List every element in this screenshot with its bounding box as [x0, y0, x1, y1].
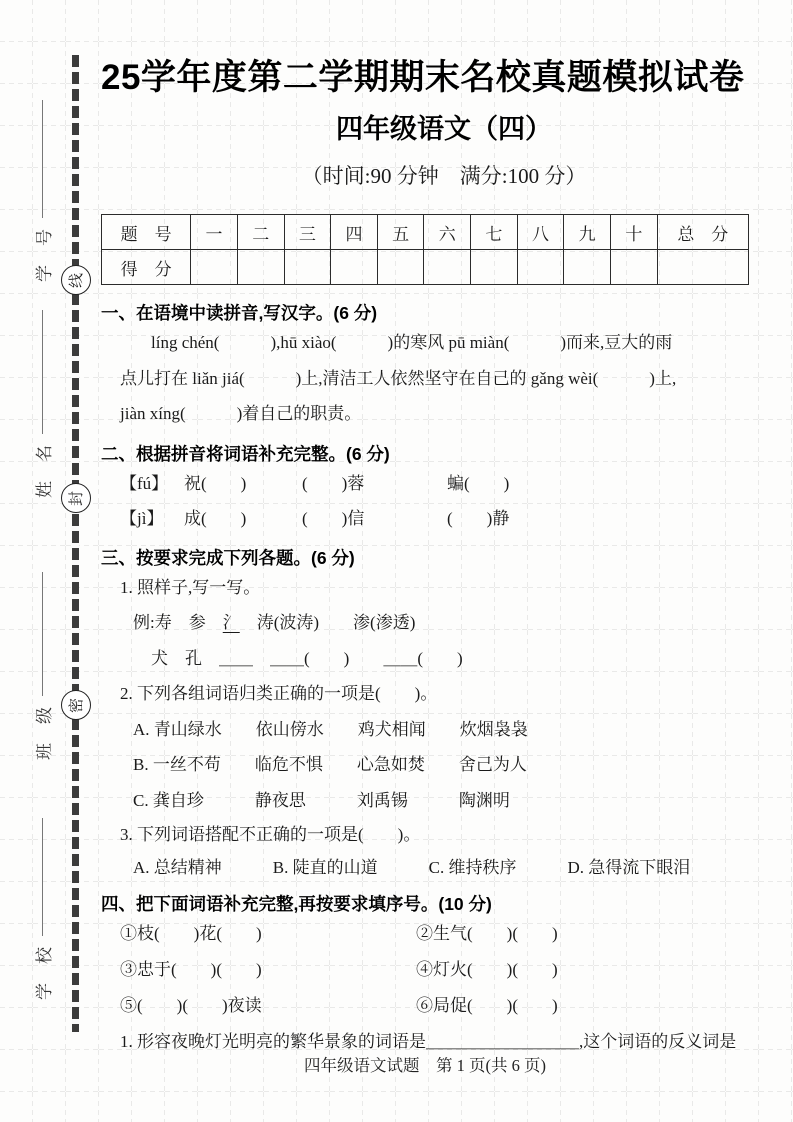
score-header-4: 四 [331, 215, 378, 250]
section-3-q1-label: 1. 照样子,写一写。 [120, 577, 261, 597]
score-header-8: 八 [517, 215, 564, 250]
score-cell [517, 250, 564, 285]
field-student-id-label: 学 号 [34, 228, 54, 282]
pinyin-key-fu: 【fú】 [120, 473, 169, 493]
score-table-score-row [102, 250, 749, 285]
ji-item-1: 成( ) [184, 509, 247, 528]
field-school-blank [42, 818, 43, 936]
field-class-label: 班 级 [34, 706, 54, 760]
fu-item-1: 祝( ) [184, 473, 247, 493]
score-header-total: 总 分 [657, 215, 748, 250]
exam-subtitle: 四年级语文（四） [336, 114, 552, 144]
seal-stamp-feng [61, 483, 91, 513]
score-cell-total [657, 250, 748, 285]
section-2-row-fu [101, 466, 787, 502]
field-school-label: 学 校 [34, 946, 54, 1000]
section-3-heading: 三、按要求完成下列各题。(6 分) [101, 547, 355, 568]
field-student-id [30, 88, 54, 282]
section-4-row-2 [101, 952, 787, 988]
score-cell [611, 250, 658, 285]
score-cell [564, 250, 611, 285]
score-cell [424, 250, 471, 285]
idiom-blank-3: ③忠于( )( ) [120, 960, 262, 979]
score-header-6: 六 [424, 215, 471, 250]
score-header-3: 三 [284, 215, 331, 250]
exam-time-score-info: （时间:90 分钟 满分:100 分） [301, 164, 587, 188]
seal-stamp-xian-char: 线 [69, 272, 86, 288]
section-3-q1-example [101, 605, 787, 641]
field-student-id-blank [42, 100, 43, 218]
idiom-blank-6: ⑥局促( )( ) [416, 996, 558, 1015]
section-4-q1-line: 1. 形容夜晚灯光明亮的繁华景象的词语是＿＿＿＿＿＿＿＿＿,这个词语的反义词是 [120, 1032, 737, 1051]
score-label-cell: 得 分 [102, 250, 191, 285]
seal-stamp-mi-char: 密 [69, 697, 86, 713]
seal-stamp-mi [61, 690, 91, 720]
fu-item-2: ( )蓉 [302, 473, 365, 493]
score-cell [377, 250, 424, 285]
example-radical: 氵 [222, 613, 240, 632]
idiom-blank-2: ②生气( )( ) [416, 924, 558, 943]
score-header-1: 一 [191, 215, 238, 250]
seal-line [72, 55, 79, 1032]
score-table-header-row [102, 215, 749, 250]
example-prefix: 例:寿 参 [133, 613, 223, 632]
score-header-5: 五 [377, 215, 424, 250]
section-4-row-1 [101, 916, 787, 952]
seal-stamp-feng-char: 封 [69, 490, 86, 506]
score-header-10: 十 [611, 215, 658, 250]
score-header-question-no: 题 号 [102, 215, 191, 250]
ji-item-3: ( )静 [447, 509, 510, 528]
section-3-q2-label: 2. 下列各组词语归类正确的一项是( )。 [120, 684, 438, 703]
page-footer: 四年级语文试题 第 1 页(共 6 页) [304, 1056, 546, 1075]
field-name-label: 姓 名 [34, 444, 54, 498]
score-cell [191, 250, 238, 285]
section-2-row-ji [101, 501, 787, 537]
score-header-9: 九 [564, 215, 611, 250]
exam-content [101, 0, 787, 1060]
section-3-q2-option-a: A. 青山绿水 依山傍水 鸡犬相闻 炊烟袅袅 [133, 719, 528, 739]
score-table [101, 214, 749, 285]
section-1-line-2: 点儿打在 liǎn jiá( )上,清洁工人依然坚守在自己的 gǎng wèi( )上, [120, 368, 677, 388]
section-4-heading: 四、把下面词语补充完整,再按要求填序号。(10 分) [101, 894, 492, 914]
section-1-heading: 一、在语境中读拼音,写汉字。(6 分) [101, 303, 378, 323]
seal-stamp-xian [61, 265, 91, 295]
idiom-blank-4: ④灯火( )( ) [416, 960, 558, 979]
field-name [30, 298, 54, 498]
score-header-2: 二 [237, 215, 284, 250]
section-1-line-3: jiàn xíng( )着自己的职责。 [120, 404, 362, 423]
score-cell [331, 250, 378, 285]
pinyin-key-ji: 【jì】 [120, 509, 164, 528]
idiom-blank-5: ⑤( )( )夜读 [120, 996, 262, 1015]
example-suffix: 涛(波涛) 渗(渗透) [239, 613, 416, 632]
fu-item-3: 蝙( ) [447, 473, 510, 493]
section-4-row-3 [101, 988, 787, 1024]
field-class [30, 560, 54, 760]
score-cell [237, 250, 284, 285]
field-name-blank [42, 310, 43, 434]
score-header-7: 七 [471, 215, 518, 250]
section-2-heading: 二、根据拼音将词语补充完整。(6 分) [101, 443, 390, 464]
field-school [30, 800, 54, 1000]
section-3-q1-answer-line: 犬 孔 ＿＿ ＿＿( ) ＿＿( ) [151, 648, 463, 668]
score-cell [471, 250, 518, 285]
section-3-q3-label: 3. 下列词语搭配不正确的一项是( )。 [120, 825, 421, 844]
idiom-blank-1: ①枝( )花( ) [120, 924, 262, 943]
section-3-q2-option-c: C. 龚自珍 静夜思 刘禹锡 陶渊明 [133, 790, 510, 810]
ji-item-2: ( )信 [302, 509, 365, 528]
section-3-q3-options: A. 总结精神 B. 陡直的山道 C. 维持秩序 D. 急得流下眼泪 [133, 858, 691, 877]
section-1-line-1: líng chén( ),hū xiào( )的寒风 pū miàn( )而来,豆大的雨 [151, 333, 673, 352]
score-cell [284, 250, 331, 285]
section-3-q2-option-b: B. 一丝不苟 临危不惧 心急如焚 舍己为人 [133, 755, 527, 774]
field-class-blank [42, 572, 43, 696]
exam-title: 25学年度第二学期期末名校真题模拟试卷 [101, 58, 745, 97]
